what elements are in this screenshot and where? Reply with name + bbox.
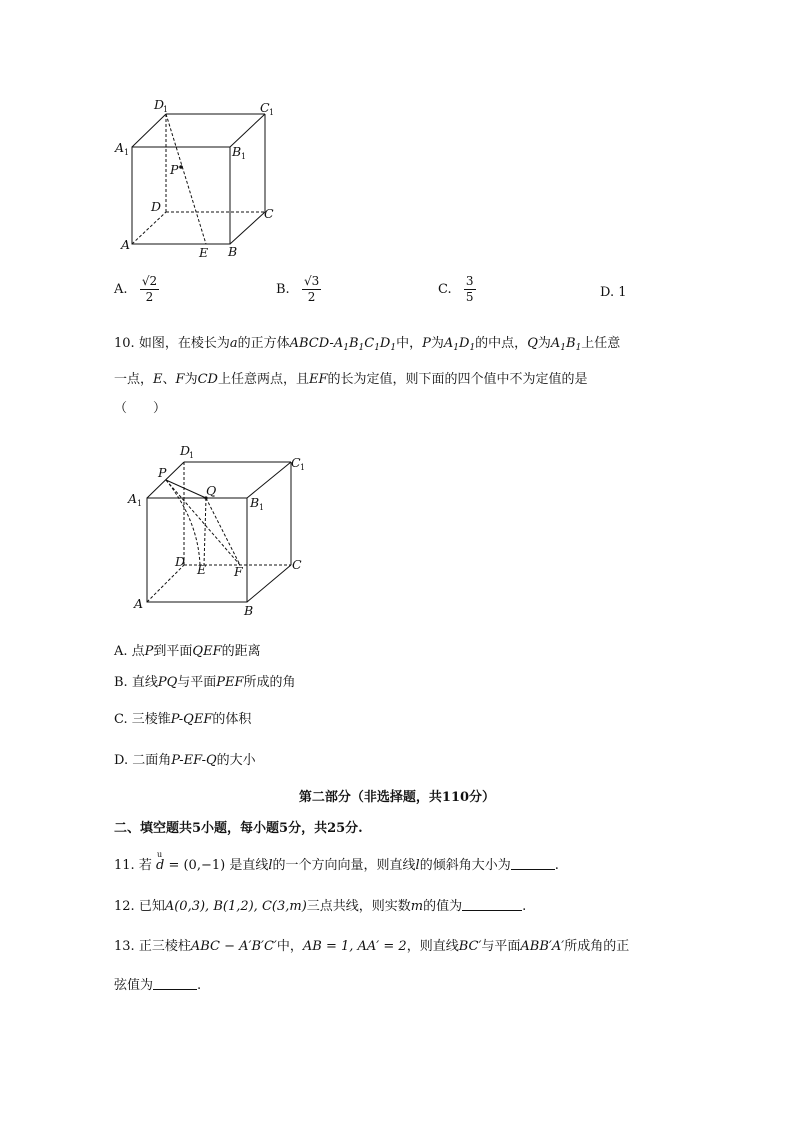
q10-option-b: B. 直线PQ与平面PEF所成的角: [114, 675, 296, 690]
q13-answer-blank[interactable]: [153, 977, 197, 990]
q13-line2: 弦值为 .: [114, 978, 202, 993]
svg-text:1: 1: [124, 148, 130, 157]
label-C: C: [264, 206, 274, 221]
part2-title: 第二部分（非选择题，共110分）: [298, 790, 496, 805]
svg-text:1: 1: [163, 105, 169, 114]
label-C1: C: [260, 100, 270, 115]
segment-PF: [166, 480, 240, 565]
label-E: E: [199, 245, 209, 260]
q9-option-b: B. $\frac{√3}{2}$: [276, 274, 320, 304]
svg-text:1: 1: [269, 108, 275, 117]
label-D: D: [151, 199, 162, 214]
svg-text:1: 1: [189, 451, 195, 460]
label-C1: C: [291, 455, 301, 470]
segment-QF: [206, 498, 240, 565]
label-B1: B: [250, 495, 260, 510]
label-F: F: [234, 564, 243, 579]
q9-option-c: C. $\frac{3}{5}$: [438, 274, 474, 304]
figure-cube-1: [110, 95, 290, 265]
q10-line2: 一点，E、F为CD上任意两点，且EF的长为定值，则下面的四个值中不为定值的是: [114, 372, 588, 387]
q10-line1: 10. 如图，在棱长为a的正方体ABCD-$A_1B_1C_1D_1$中，P为$A_1D_1$的中点，Q为$A_1B_1$上任意: [114, 336, 621, 353]
label-A: A: [134, 596, 144, 611]
label-D: D: [175, 554, 186, 569]
svg-text:1: 1: [259, 503, 265, 512]
label-Q: Q: [206, 483, 217, 498]
label-A1: A: [128, 491, 138, 506]
part2-section-heading: 二、填空题共5小题，每小题5分，共25分.: [114, 821, 363, 836]
label-B: B: [228, 244, 238, 259]
label-C: C: [292, 557, 302, 572]
label-P: P: [158, 465, 167, 480]
figure-cube-2: [120, 440, 320, 620]
q9-option-d: D. 1: [600, 285, 627, 300]
label-P: P: [170, 162, 179, 177]
q12: 12. 已知A(0,3), B(1,2), C(3,m)三点共线，则实数m的值为 .: [114, 899, 527, 914]
label-D1: D: [180, 443, 191, 458]
segment-QE: [204, 498, 206, 565]
label-A1: A: [115, 140, 125, 155]
svg-text:1: 1: [300, 463, 306, 472]
label-D1: D: [154, 97, 165, 112]
q9-option-a: A. $\frac{√2}{2}$: [114, 274, 158, 304]
segment-PQ: [166, 480, 206, 498]
svg-text:1: 1: [241, 152, 247, 161]
q12-answer-blank[interactable]: [462, 898, 522, 911]
q11: 11. 若 d u = (0,−1) 是直线l的一个方向向量，则直线l的倾斜角大小为 .: [114, 850, 559, 873]
segment-D1E: [166, 114, 206, 244]
q10-paren: （ ）: [114, 401, 167, 416]
q11-answer-blank[interactable]: [511, 857, 555, 870]
label-A: A: [121, 237, 131, 252]
q10-option-d: D. 二面角P-EF-Q的大小: [114, 753, 256, 768]
label-B: B: [244, 603, 254, 618]
svg-text:1: 1: [137, 499, 143, 508]
label-B1: B: [232, 144, 242, 159]
cube1-front-face: [132, 147, 230, 244]
q13-line1: 13. 正三棱柱ABC − A′B′C′中，AB = 1, AA′ = 2，则直线BC′与平面ABB′A′所成角的正: [114, 939, 630, 954]
label-E: E: [197, 562, 207, 577]
q10-option-c: C. 三棱锥P-QEF的体积: [114, 712, 252, 727]
point-P: [179, 165, 183, 169]
q10-option-a: A. 点P到平面QEF的距离: [114, 644, 261, 659]
